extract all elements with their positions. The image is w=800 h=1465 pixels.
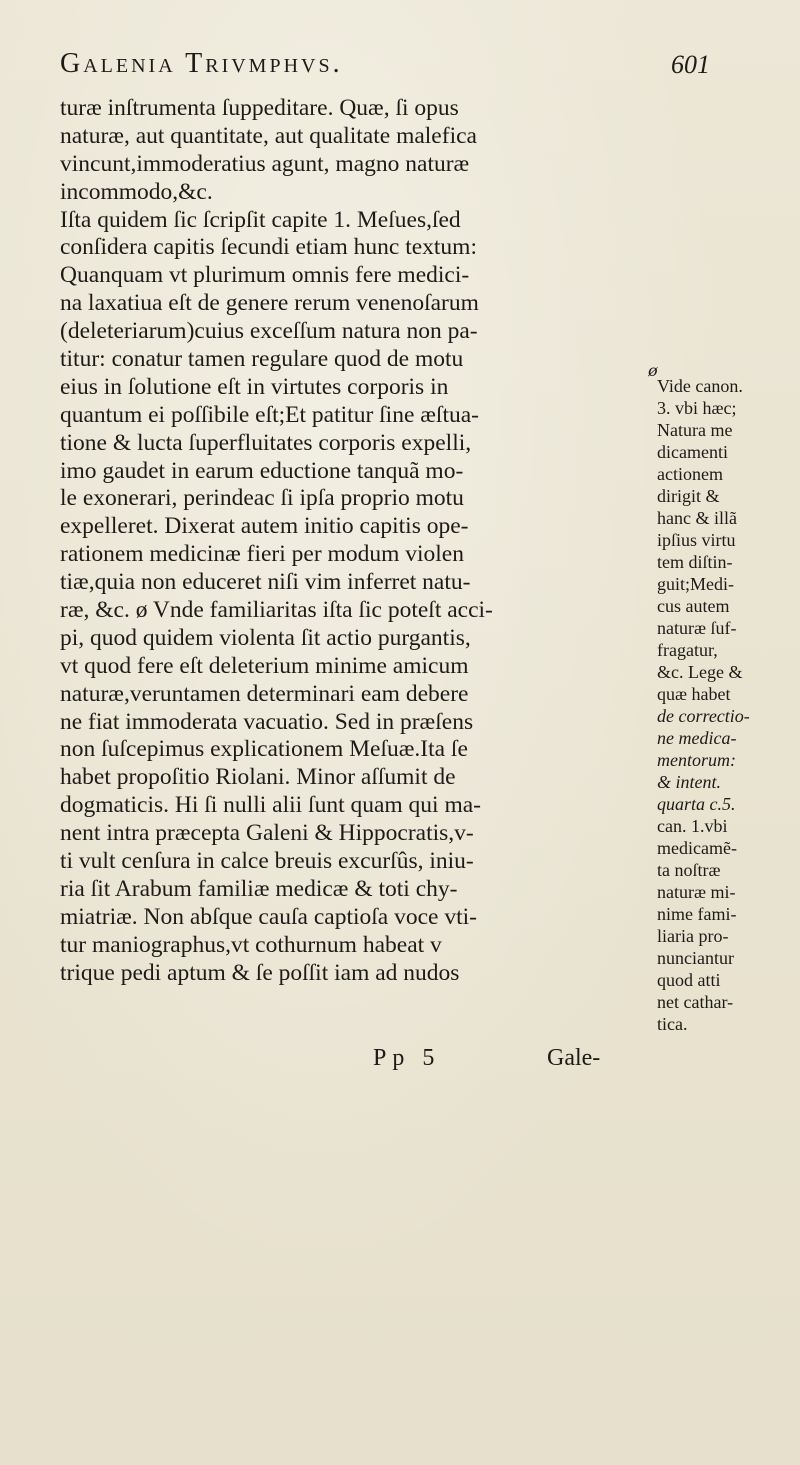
margin-line: ta noſtræ [657,860,721,880]
margin-line: cus autem [657,596,730,616]
margin-line: quæ habet [657,684,731,704]
text-line: miatriæ. Non abſque cauſa captioſa voce vti- [60,903,477,930]
margin-line: ne medica- [657,728,737,748]
margin-line: fragatur, [657,640,718,660]
text-line: tur maniographus,vt cothurnum habeat v [60,931,442,958]
margin-line: quarta c.5. [657,794,736,814]
text-line: Iſta quidem ſic ſcripſit capite 1. Meſues,ſed [60,206,461,233]
margin-line: guit;Medi- [657,574,734,594]
margin-line: net cathar- [657,992,734,1012]
text-line: vincunt,immoderatius agunt, magno naturæ [60,150,470,177]
text-line: ti vult cenſura in calce breuis excurſûs, iniu- [60,848,474,875]
margin-line: nunciantur [657,948,734,968]
text-line: pi, quod quidem violenta ſit actio purgantis, [60,624,471,651]
margin-line: nime fami- [657,904,737,924]
margin-line: dicamenti [657,442,728,462]
margin-line: ipſius virtu [657,530,736,550]
margin-line: actionem [657,464,723,484]
margin-line: dirigit & [657,486,720,506]
margin-line: de correctio- [657,706,750,726]
text-line: dogmaticis. Hi ſi nulli alii ſunt quam qui ma- [60,792,481,819]
text-line: incommodo,&c. [60,178,213,205]
text-line: expelleret. Dixerat autem initio capitis ope- [60,513,469,540]
text-line: (deleteriarum)cuius exceſſum natura non pa- [60,318,478,345]
margin-line: Natura me [657,420,733,440]
marginal-reference-marker: ø [648,361,658,380]
text-line: ria ſit Arabum familiæ medicæ & toti chy- [60,875,458,902]
margin-line: medicamẽ- [657,838,737,858]
text-line: titur: conatur tamen regulare quod de motu [60,346,464,373]
text-line: non ſuſcepimus explicationem Meſuæ.Ita ſe [60,736,468,763]
main-text-column [60,95,650,988]
text-line: naturæ, aut quantitate, aut qualitate malefica [60,122,477,149]
text-line: turæ inſtrumenta ſuppeditare. Quæ, ſi opus [60,95,459,121]
text-line: le exonerari, perindeac ſi ipſa proprio motu [60,485,464,512]
margin-line: tem diſtin- [657,552,733,572]
margin-line: & intent. [657,772,721,792]
margin-line: 3. vbi hæc; [657,398,737,418]
text-line: tiæ,quia non educeret niſi vim inferret natu- [60,569,471,596]
text-line: Quanquam vt plurimum omnis fere medici- [60,262,470,289]
text-line: conſidera capitis ſecundi etiam hunc textum: [60,234,477,261]
text-line: ræ, &c. ø Vnde familiaritas iſta ſic poteſt acci- [60,597,493,624]
text-line: trique pedi aptum & ſe poſſit iam ad nudos [60,959,460,986]
margin-line: &c. Lege & [657,662,743,682]
page-number: 601 [671,50,710,79]
catchword: Gale- [547,1045,601,1071]
margin-line: Vide canon. [657,376,743,396]
text-line: quantum ei poſſibile eſt;Et patitur ſine æſtua- [60,401,479,428]
margin-line: mentorum: [657,750,736,770]
running-head: Galenia Trivmphvs. [60,48,343,79]
margin-line: naturæ mi- [657,882,736,902]
margin-line: hanc & illã [657,508,737,528]
text-line: habet propoſitio Riolani. Minor aſſumit de [60,764,456,791]
text-line: naturæ,veruntamen determinari eam debere [60,680,469,707]
text-line: vt quod fere eſt deleterium minime amicum [60,652,469,679]
text-line: eius in ſolutione eſt in virtutes corporis in [60,373,449,400]
text-line: tione & lucta ſuperfluitates corporis expelli, [60,429,472,456]
margin-line: quod atti [657,970,721,990]
page-header [60,48,710,88]
text-line: rationem medicinæ fieri per modum violen [60,541,464,568]
margin-line: liaria pro- [657,926,729,946]
page-footer [60,1045,660,1075]
margin-line: tica. [657,1014,688,1034]
marginal-note [657,375,797,1035]
margin-line: can. 1.vbi [657,816,728,836]
text-line: ne fiat immoderata vacuatio. Sed in præſens [60,708,474,735]
text-line: nent intra præcepta Galeni & Hippocratis,v- [60,820,474,847]
signature-mark: Pp 5 [373,1045,441,1071]
text-line: na laxatiua eſt de genere rerum venenoſarum [60,290,479,317]
margin-line: naturæ ſuf- [657,618,737,638]
text-line: imo gaudet in earum eductione tanquã mo- [60,457,464,484]
